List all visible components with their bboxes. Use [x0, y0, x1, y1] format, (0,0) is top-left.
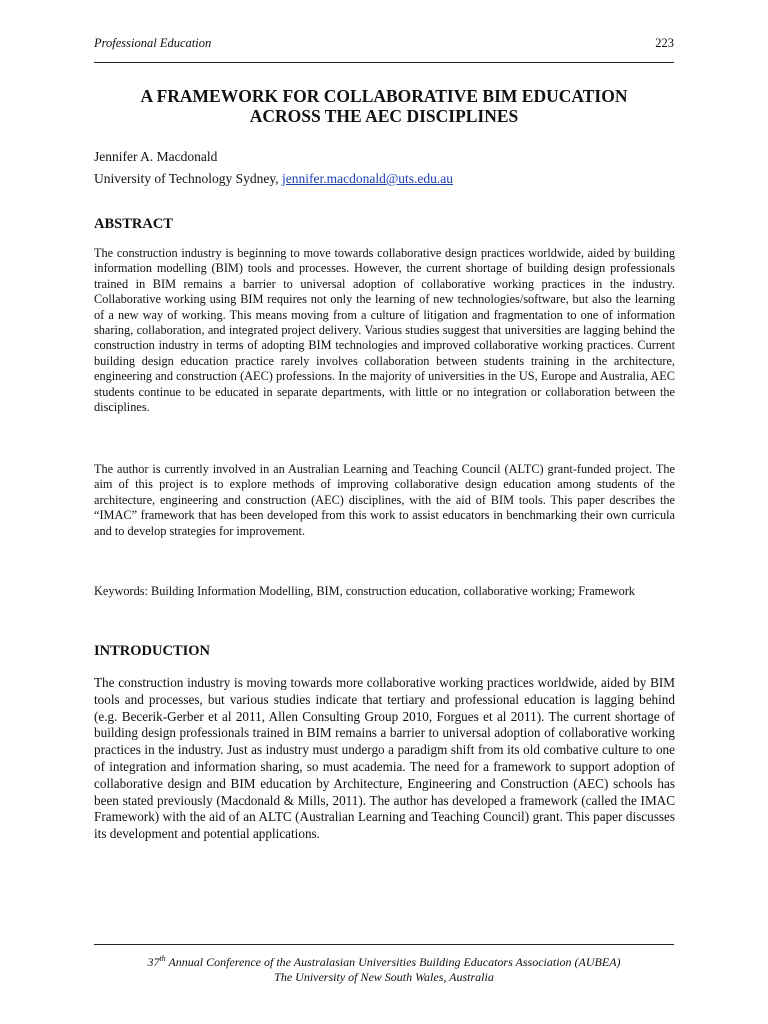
- title-line-1: A FRAMEWORK FOR COLLABORATIVE BIM EDUCATION: [140, 86, 628, 106]
- keywords: Keywords: Building Information Modelling, BIM, construction education, collaborative working; Framework: [94, 584, 635, 598]
- affiliation-text: University of Technology Sydney,: [94, 171, 283, 186]
- introduction-paragraph: The construction industry is moving towards more collaborative working practices worldwide, aided by BIM tools and processes, but various studies indicate that tertiary and professional education is lagging behind (e.g. Becerik-Gerber et al 2011, Allen Consulting Group 2010, Forgues et al 2011). The current shortage of building design professionals trained in BIM remains a barrier to universal adoption of collaborative working practices in the industry. Just as industry must undergo a paradigm shift from its old combative culture to one of integration and information sharing, so must academia. The need for a framework to support adoption of collaborative design and BIM education by Architecture, Engineering and Construction (AEC) schools has been stated previously (Macdonald & Mills, 2011). The author has developed a framework (called the IMAC Framework) with the aid of an ALTC (Australian Learning and Teaching Council) grant. This paper discusses its development and potential applications.: [94, 675, 675, 842]
- page-footer: [94, 952, 674, 984]
- footer-location: The University of New South Wales, Australia: [274, 969, 494, 984]
- title-line-2: ACROSS THE AEC DISCIPLINES: [249, 106, 519, 126]
- paper-title: [94, 86, 674, 126]
- footer-conference: 37th Annual Conference of the Australasian Universities Building Educators Association (AUBEA): [147, 954, 621, 969]
- running-header: [94, 36, 674, 51]
- footer-rule: [94, 944, 674, 945]
- abstract-paragraph-2: The author is currently involved in an Australian Learning and Teaching Council (ALTC) grant-funded project. The aim of this project is to explore methods of improving collaborative design education among students of the architecture, engineering and construction (AEC) disciplines, with the aid of BIM tools. This paper describes the “IMAC” framework that has been developed from this work to assist educators in benchmarking their own curricula and to develop strategies for improvement.: [94, 462, 675, 538]
- author-email-link[interactable]: jennifer.macdonald@uts.edu.au: [282, 171, 454, 186]
- page-number: 223: [655, 36, 674, 50]
- abstract-paragraph-1: The construction industry is beginning to move towards collaborative design practices worldwide, aided by building information modelling (BIM) tools and processes. However, the current shortage of building design professionals trained in BIM remains a barrier to universal adoption of collaborative working practices in the industry. Collaborative working using BIM requires not only the learning of new technologies/software, but also the learning of a new way of working. This means moving from a culture of litigation and fragmentation to one of information sharing, collaboration, and integrated project delivery. Various studies suggest that universities are lagging behind the construction industry in terms of adopting BIM technologies and improved collaborative working practices. Current building design education practice rarely involves collaboration between students training in the architecture, engineering and construction (AEC) professions. In the majority of universities in the US, Europe and Australia, AEC students continue to be educated in separate departments, with little or no integration or collaboration between the disciplines.: [94, 246, 675, 415]
- author-affiliation: [94, 171, 453, 187]
- introduction-heading: INTRODUCTION: [94, 643, 211, 659]
- header-rule: [94, 62, 674, 63]
- journal-section-name: Professional Education: [94, 36, 212, 50]
- author-name: Jennifer A. Macdonald: [94, 149, 218, 164]
- abstract-heading: ABSTRACT: [94, 216, 173, 232]
